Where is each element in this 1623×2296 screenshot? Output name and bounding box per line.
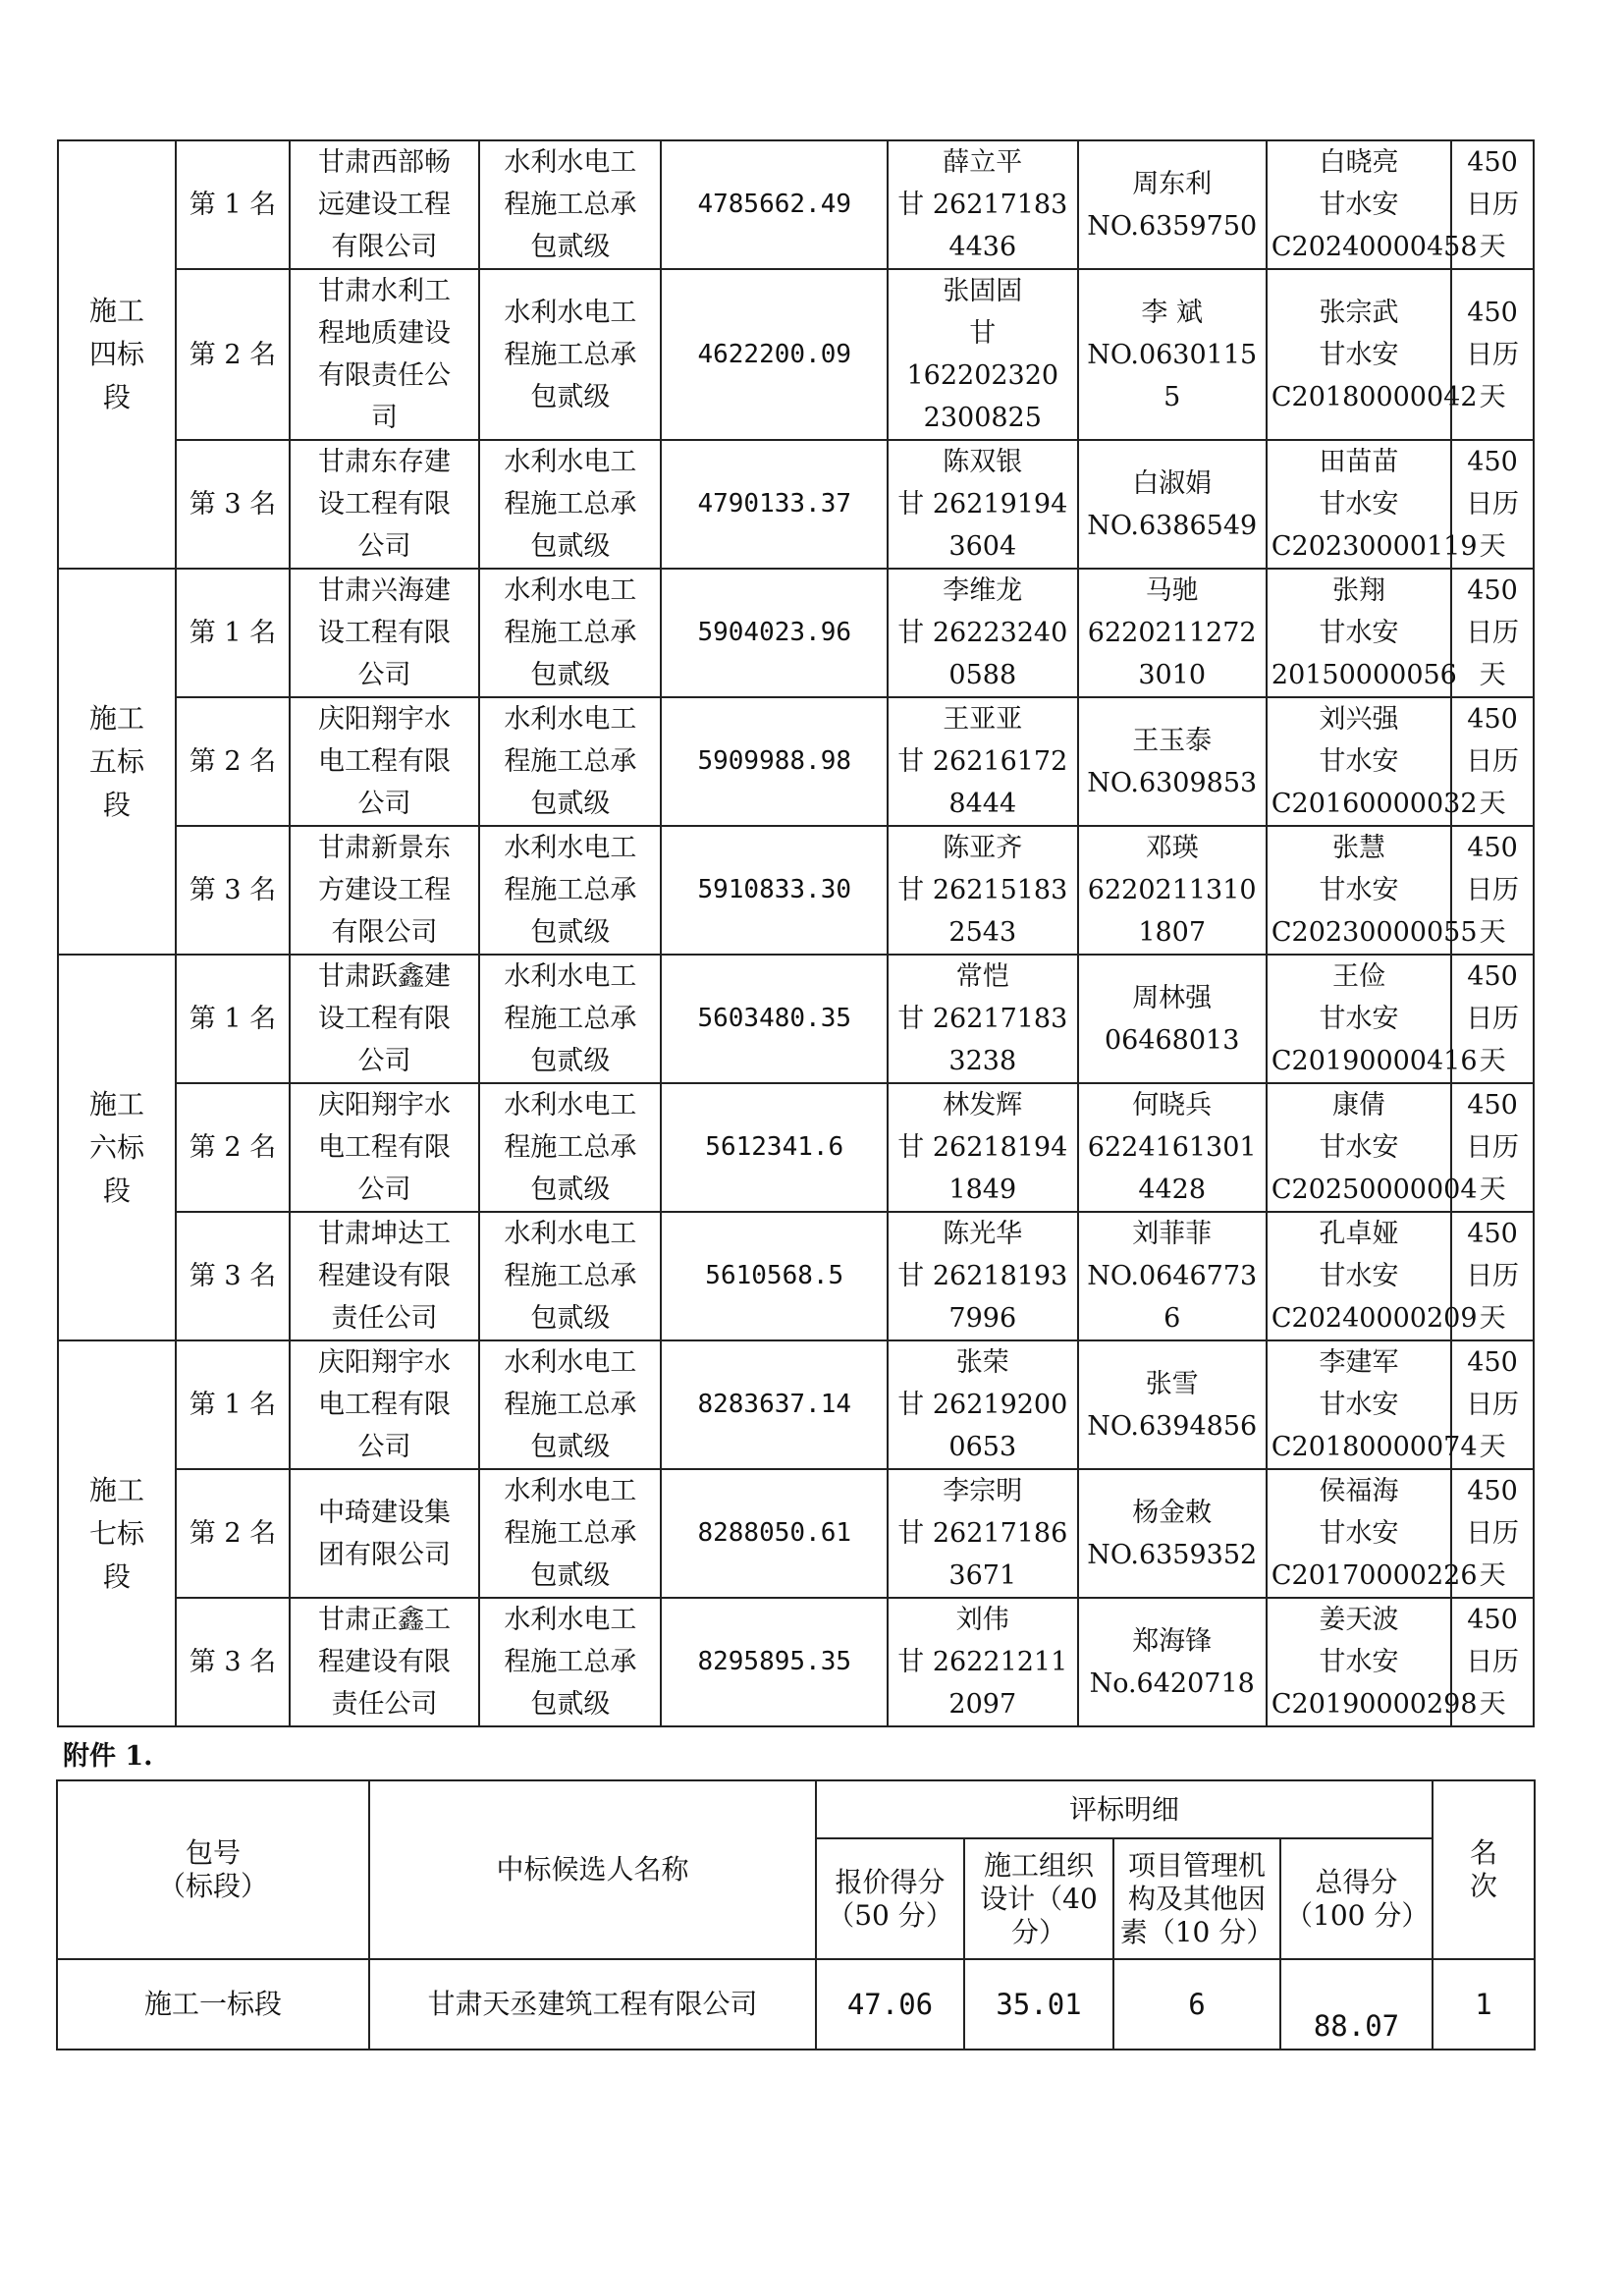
project-manager-cell: 张荣 甘 26219200 0653 <box>888 1340 1077 1469</box>
project-manager-cell: 常恺 甘 26217183 3238 <box>888 955 1077 1083</box>
technical-lead-cell: 李 斌 NO.0630115 5 <box>1078 269 1267 440</box>
project-manager-cell: 李维龙 甘 26223240 0588 <box>888 569 1077 697</box>
rank-cell: 第 2 名 <box>176 697 290 826</box>
bid-price-cell: 5910833.30 <box>661 826 888 955</box>
safety-officer-cell: 姜天波 甘水安 C20190000298 <box>1267 1598 1451 1726</box>
table-row <box>58 1083 1534 1212</box>
bid-price-cell: 4622200.09 <box>661 269 888 440</box>
score-management: 6 <box>1113 1959 1280 2050</box>
rank-cell: 第 1 名 <box>176 1340 290 1469</box>
bid-price-cell: 4785662.49 <box>661 140 888 269</box>
project-manager-cell: 李宗明 甘 26217186 3671 <box>888 1469 1077 1598</box>
safety-officer-cell: 李建军 甘水安 C20180000074 <box>1267 1340 1451 1469</box>
company-name-cell: 庆阳翔宇水 电工程有限 公司 <box>290 1083 479 1212</box>
construction-period-cell: 450 日历 天 <box>1451 140 1534 269</box>
header-design-score: 施工组织 设计（40 分） <box>964 1838 1113 1959</box>
qualification-cell: 水利水电工 程施工总承 包贰级 <box>479 440 661 569</box>
header-price-score: 报价得分 （50 分） <box>816 1838 964 1959</box>
safety-officer-cell: 张翔 甘水安 20150000056 <box>1267 569 1451 697</box>
technical-lead-cell: 张雪 NO.6394856 <box>1078 1340 1267 1469</box>
score-price: 47.06 <box>816 1959 964 2050</box>
header-total-score: 总得分 （100 分） <box>1280 1838 1433 1959</box>
project-manager-cell: 林发辉 甘 26218194 1849 <box>888 1083 1077 1212</box>
company-name-cell: 甘肃东存建 设工程有限 公司 <box>290 440 479 569</box>
project-manager-cell: 陈双银 甘 26219194 3604 <box>888 440 1077 569</box>
rank-cell: 第 2 名 <box>176 1469 290 1598</box>
bid-price-cell: 8283637.14 <box>661 1340 888 1469</box>
company-name-cell: 甘肃兴海建 设工程有限 公司 <box>290 569 479 697</box>
technical-lead-cell: 何晓兵 6224161301 4428 <box>1078 1083 1267 1212</box>
technical-lead-cell: 马驰 6220211272 3010 <box>1078 569 1267 697</box>
table-row <box>58 269 1534 440</box>
rank-cell: 第 2 名 <box>176 269 290 440</box>
project-manager-cell: 薛立平 甘 26217183 4436 <box>888 140 1077 269</box>
table-row <box>58 1598 1534 1726</box>
segment-label: 施工 六标 段 <box>58 955 176 1340</box>
rank-cell: 第 1 名 <box>176 569 290 697</box>
safety-officer-cell: 侯福海 甘水安 C20170000226 <box>1267 1469 1451 1598</box>
construction-period-cell: 450 日历 天 <box>1451 826 1534 955</box>
qualification-cell: 水利水电工 程施工总承 包贰级 <box>479 1598 661 1726</box>
technical-lead-cell: 周林强 06468013 <box>1078 955 1267 1083</box>
table-row <box>58 955 1534 1083</box>
safety-officer-cell: 刘兴强 甘水安 C20160000032 <box>1267 697 1451 826</box>
header-package: 包号 （标段） <box>57 1780 369 1959</box>
rank-cell: 第 3 名 <box>176 1212 290 1340</box>
bid-price-cell: 5603480.35 <box>661 955 888 1083</box>
construction-period-cell: 450 日历 天 <box>1451 1469 1534 1598</box>
qualification-cell: 水利水电工 程施工总承 包贰级 <box>479 955 661 1083</box>
company-name-cell: 庆阳翔宇水 电工程有限 公司 <box>290 697 479 826</box>
project-manager-cell: 张固固 甘 162202320 2300825 <box>888 269 1077 440</box>
company-name-cell: 庆阳翔宇水 电工程有限 公司 <box>290 1340 479 1469</box>
segment-label: 施工 五标 段 <box>58 569 176 955</box>
attachment-label: 附件 1. <box>63 1741 153 1772</box>
bid-price-cell: 4790133.37 <box>661 440 888 569</box>
company-name-cell: 甘肃正鑫工 程建设有限 责任公司 <box>290 1598 479 1726</box>
table-row <box>58 440 1534 569</box>
table-row <box>58 1469 1534 1598</box>
construction-period-cell: 450 日历 天 <box>1451 697 1534 826</box>
safety-officer-cell: 田苗苗 甘水安 C20230000119 <box>1267 440 1451 569</box>
project-manager-cell: 陈亚齐 甘 26215183 2543 <box>888 826 1077 955</box>
technical-lead-cell: 杨金敕 NO.6359352 <box>1078 1469 1267 1598</box>
construction-period-cell: 450 日历 天 <box>1451 955 1534 1083</box>
score-design: 35.01 <box>964 1959 1113 2050</box>
qualification-cell: 水利水电工 程施工总承 包贰级 <box>479 1212 661 1340</box>
header-evaluation-detail: 评标明细 <box>816 1780 1433 1838</box>
company-name-cell: 甘肃西部畅 远建设工程 有限公司 <box>290 140 479 269</box>
rank-cell: 第 2 名 <box>176 1083 290 1212</box>
table-row <box>58 140 1534 269</box>
bid-price-cell: 5904023.96 <box>661 569 888 697</box>
technical-lead-cell: 周东利 NO.6359750 <box>1078 140 1267 269</box>
score-total: 88.07 <box>1280 1959 1433 2050</box>
score-row <box>57 1959 1535 2050</box>
score-package: 施工一标段 <box>57 1959 369 2050</box>
safety-officer-cell: 张宗武 甘水安 C20180000042 <box>1267 269 1451 440</box>
bid-price-cell: 5612341.6 <box>661 1083 888 1212</box>
table-row <box>58 826 1534 955</box>
qualification-cell: 水利水电工 程施工总承 包贰级 <box>479 569 661 697</box>
construction-period-cell: 450 日历 天 <box>1451 1083 1534 1212</box>
rank-cell: 第 1 名 <box>176 955 290 1083</box>
company-name-cell: 中琦建设集 团有限公司 <box>290 1469 479 1598</box>
technical-lead-cell: 王玉泰 NO.6309853 <box>1078 697 1267 826</box>
bid-price-cell: 8288050.61 <box>661 1469 888 1598</box>
project-manager-cell: 刘伟 甘 26221211 2097 <box>888 1598 1077 1726</box>
segment-label: 施工 四标 段 <box>58 140 176 569</box>
score-rank: 1 <box>1433 1959 1535 2050</box>
construction-period-cell: 450 日历 天 <box>1451 1598 1534 1726</box>
table-row <box>58 1340 1534 1469</box>
qualification-cell: 水利水电工 程施工总承 包贰级 <box>479 140 661 269</box>
safety-officer-cell: 张慧 甘水安 C20230000055 <box>1267 826 1451 955</box>
technical-lead-cell: 郑海锋 No.6420718 <box>1078 1598 1267 1726</box>
technical-lead-cell: 白淑娟 NO.6386549 <box>1078 440 1267 569</box>
qualification-cell: 水利水电工 程施工总承 包贰级 <box>479 1340 661 1469</box>
company-name-cell: 甘肃跃鑫建 设工程有限 公司 <box>290 955 479 1083</box>
construction-period-cell: 450 日历 天 <box>1451 569 1534 697</box>
construction-period-cell: 450 日历 天 <box>1451 1340 1534 1469</box>
company-name-cell: 甘肃水利工 程地质建设 有限责任公 司 <box>290 269 479 440</box>
technical-lead-cell: 邓瑛 6220211310 1807 <box>1078 826 1267 955</box>
rank-cell: 第 3 名 <box>176 826 290 955</box>
table-row <box>58 697 1534 826</box>
construction-period-cell: 450 日历 天 <box>1451 269 1534 440</box>
bid-price-cell: 5909988.98 <box>661 697 888 826</box>
header-rank: 名 次 <box>1433 1780 1535 1959</box>
construction-period-cell: 450 日历 天 <box>1451 440 1534 569</box>
qualification-cell: 水利水电工 程施工总承 包贰级 <box>479 269 661 440</box>
construction-period-cell: 450 日历 天 <box>1451 1212 1534 1340</box>
table-row <box>58 1212 1534 1340</box>
safety-officer-cell: 孔卓娅 甘水安 C20240000209 <box>1267 1212 1451 1340</box>
rank-cell: 第 3 名 <box>176 1598 290 1726</box>
bid-price-cell: 5610568.5 <box>661 1212 888 1340</box>
bid-price-cell: 8295895.35 <box>661 1598 888 1726</box>
score-candidate-name: 甘肃天丞建筑工程有限公司 <box>369 1959 816 2050</box>
candidate-table <box>57 139 1535 1727</box>
project-manager-cell: 王亚亚 甘 26216172 8444 <box>888 697 1077 826</box>
qualification-cell: 水利水电工 程施工总承 包贰级 <box>479 1083 661 1212</box>
segment-label: 施工 七标 段 <box>58 1340 176 1726</box>
qualification-cell: 水利水电工 程施工总承 包贰级 <box>479 1469 661 1598</box>
header-candidate-name: 中标候选人名称 <box>369 1780 816 1959</box>
header-management-score: 项目管理机 构及其他因 素（10 分） <box>1113 1838 1280 1959</box>
project-manager-cell: 陈光华 甘 26218193 7996 <box>888 1212 1077 1340</box>
table-row <box>58 569 1534 697</box>
technical-lead-cell: 刘菲菲 NO.0646773 6 <box>1078 1212 1267 1340</box>
qualification-cell: 水利水电工 程施工总承 包贰级 <box>479 697 661 826</box>
safety-officer-cell: 王俭 甘水安 C20190000416 <box>1267 955 1451 1083</box>
safety-officer-cell: 康倩 甘水安 C20250000004 <box>1267 1083 1451 1212</box>
qualification-cell: 水利水电工 程施工总承 包贰级 <box>479 826 661 955</box>
score-table <box>56 1779 1536 2050</box>
rank-cell: 第 1 名 <box>176 140 290 269</box>
rank-cell: 第 3 名 <box>176 440 290 569</box>
company-name-cell: 甘肃坤达工 程建设有限 责任公司 <box>290 1212 479 1340</box>
safety-officer-cell: 白晓亮 甘水安 C20240000458 <box>1267 140 1451 269</box>
company-name-cell: 甘肃新景东 方建设工程 有限公司 <box>290 826 479 955</box>
